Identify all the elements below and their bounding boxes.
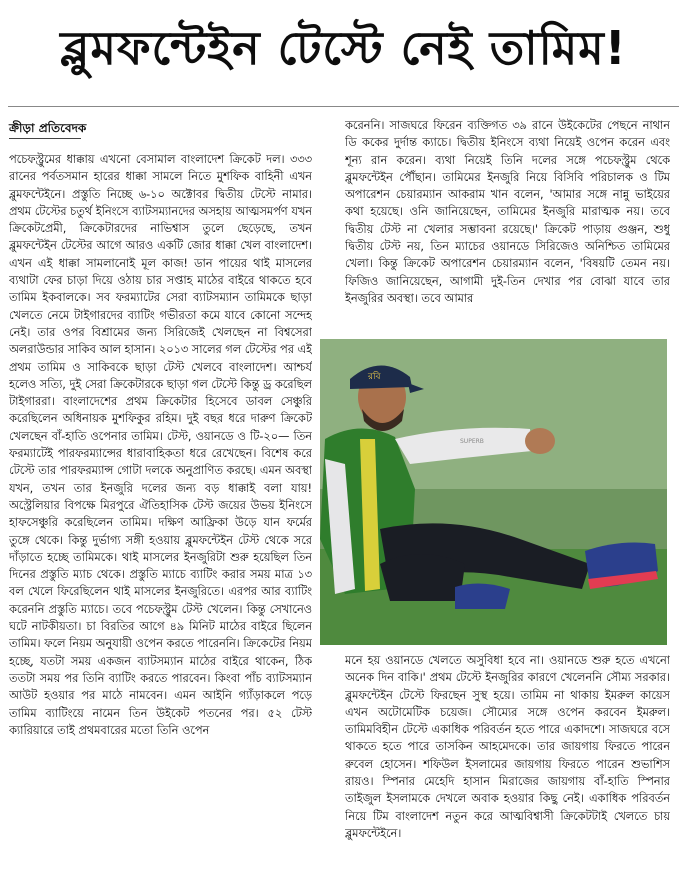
article-paragraph: পচেফস্ট্রুমের ধাক্কায় এখনো বেসামাল বাংলাদেশ ক্রিকেট দল। ৩৩৩ রানের পর্বতসমান হারের ধাক্কা সামলে নিতে মুশফিক বাহিনী এখন ব্লুমফন্টেইনে। প্রস্তুতি নিচ্ছে ৬-১০ অক্টোবর দ্বিতীয় টেস্টে নামার। প্রথম টেস্টের চতুর্থ ইনিংসে ব্যাটসম্যানদের অসহায় আত্মসমর্পণ যখন ক্রিকেটপ্রেমী, ক্রিকেটারদের নাভিশ্বাস তুলে ছেড়েছে, তখন ব্লুমফন্টেইন টেস্টের আগে আরও একটি জোর ধাক্কা খেল বাংলাদেশ। এখন এই ধাক্কা সামলানোই মূল কাজ! ডান পায়ের থাই মাসলের ব্যথাটা ফের চাড়া দিয়ে ওঠায় চার সপ্তাহ মাঠের বাইরে থাকতে হবে তামিম ইকবালকে। সব ফরম্যাটের সেরা ব্যাটসম্যান তামিমকে ছাড়া খেলতে নেমে টাইগারদের ব্যাটিং গভীরতা কমে যাবে কোনো সন্দেহ নেই। তার ওপর বিশ্রামের জন্য সিরিজেই খেলছেন না বিশ্বসেরা অলরাউন্ডার সাকিব আল হাসান। ২০১৩ সালের গল টেস্টের পর এই প্রথম তামিম ও সাকিবকে ছাড়া টেস্ট খেলবে বাংলাদেশ। আশ্চর্য হলেও সত্যি, দুই সেরা ক্রিকেটারকে ছাড়া গল টেস্টে কিন্তু ড্র করেছিল টাইগাররা। বাংলাদেশের প্রথম ক্রিকেটার হিসেবে ডাবল সেঞ্চুরি করেছিলেন অধিনায়ক মুশফিকুর রহিম। দুই বছর ধরে দারুণ ক্রিকেট খেলছেন বাঁ-হাতি ওপেনার তামিম। টেস্ট, ওয়ানডে ও টি-২০— তিন ফরম্যাটেই পারফরম্যান্সের ধারাবাহিকতা ধরে রেখেছেন। বিশেষ করে টেস্টে তার পারফরম্যান্স গোটা দলকে অনুপ্রাণিত করছে। এমন অবস্থা যখন, তখন তার ইনজুরি দলের জন্য বড় ধাক্কাই বলা যায়! অস্ট্রেলিয়ার বিপক্ষে মিরপুরে ঐতিহাসিক টেস্ট জয়ের উভয় ইনিংসে হাফসেঞ্চুরি করেছিলেন তামিম। দক্ষিণ আফ্রিকা উড়ে যান ফর্মের তুঙ্গে থেকে। কিন্তু দুর্ভাগ্য সঙ্গী হওয়ায় ব্লুমফন্টেইন টেস্ট থেকে সরে দাঁড়াতে হচ্ছে তামিমকে। থাই মাসলের ইনজুরিটা শুরু হয়েছিল তিন দিনের প্রস্তুতি ম্যাচ থেকে। প্রস্তুতি ম্যাচে ব্যাটিং করার সময় মাত্র ১৩ বল খেলে ফিরেছিলেন থাই মাসলের ইনজুরিতে। এরপর আর ব্যাটিং করেননি প্রস্তুতি ম্যাচে। তবে পচেফস্ট্রুম টেস্ট খেলেন। কিন্তু সেখানেও ঘটে নাটকীয়তা। চা বিরতির আগে ৪৯ মিনিট মাঠের বাইরে ছিলেন তামিম। ফলে নিয়ম অনুযায়ী ওপেন করতে পারেননি। ক্রিকেটের নিয়ম হচ্ছে, যতটা সময় একজন ব্যাটসম্যান মাঠের বাইরে থাকেন, ঠিক ততটা সময় পর তিনি ব্যাটিং করতে পারবেন। কিংবা পাঁচ ব্যাটসম্যান আউট হওয়ার পর মাঠে নামবেন। এমন আইনি গ্যাঁড়াকলে পড়ে তামিম ব্যাটিংয়ে নামেন তিন উইকেট পতনের পর। ৫২ টেস্ট ক্যারিয়ারে তাই প্রথমবারের মতো তিনি ওপেন — [9, 153, 312, 737]
sleeve-logo-text: SUPERB — [460, 438, 484, 445]
article-column-1 — [9, 151, 312, 889]
article-paragraph: মনে হয় ওয়ানডে খেলতে অসুবিধা হবে না। ওয়ানডে শুরু হতে এখনো অনেক দিন বাকি।' প্রথম টেস্টে ইনজুরির কারণে খেলেননি সৌম্য সরকার। ব্লুমফন্টেইন টেস্টে ফিরছেন সুস্থ হয়ে। তামিম না থাকায় ইমরুল কায়েস এখন অটোমেটিক চয়েজ। সৌম্যের সঙ্গে ওপেন করবেন ইমরুল। তামিমবিহীন টেস্টে একাধিক পরিবর্তন হতে পারে একাদশে। সাজঘরে বসে থাকতে হতে পারে তাসকিন আহমেদকে। তার জায়গায় ফিরতে পারেন রুবেল হোসেন। শফিউল ইসলামের জায়গায় ফিরতে পারেন শুভাশিস রায়ও। স্পিনার মেহেদি হাসান মিরাজের জায়গায় বাঁ-হাতি স্পিনার তাইজুল ইসলামকে দেখলে অবাক হওয়ার কিছু নেই। একাধিক পরিবর্তন নিয়ে টিম বাংলাদেশ নতুন করে আত্মবিশ্বাসী ক্রিকেটটাই খেলতে চায় ব্লুমফন্টেইনে। — [345, 654, 670, 840]
article-photo — [320, 339, 667, 645]
headline-rule — [8, 106, 679, 107]
article-column-2 — [345, 117, 670, 340]
byline: ক্রীড়া প্রতিবেদক — [9, 121, 87, 135]
byline-underline — [9, 138, 81, 139]
headline: ব্লুমফন্টেইন টেস্টে নেই তামিম! — [60, 21, 627, 75]
article-paragraph: করেননি। সাজঘরে ফিরেন ব্যক্তিগত ৩৯ রানে উইকেটের পেছনে নাথান ডি ককের দুর্দান্ত ক্যাচে। দ্বিতীয় ইনিংসে ব্যথা নিয়েই ওপেন করেন এবং শূন্য রান করেন। ব্যথা নিয়েই তিনি দলের সঙ্গে পচেফস্ট্রুম থেকে ব্লুমফন্টেইন পৌঁছান। তামিমের ইনজুরি নিয়ে বিসিবি পরিচালক ও টিম অপারেশন চেয়ারম্যান আকরাম খান বলেন, 'আমার সঙ্গে নান্নু ভাইয়ের কথা হয়েছে। ওনি জানিয়েছেন, তামিমের ইনজুরি মারাত্মক নয়। তবে দ্বিতীয় টেস্ট না খেলার সম্ভাবনা রয়েছে।' ক্রিকেট পাড়ায় গুঞ্জন, শুধু দ্বিতীয় টেস্ট নয়, তিন ম্যাচের ওয়ানডে সিরিজেও অনিশ্চিত তামিমের খেলা। কিন্তু ক্রিকেট অপারেশন চেয়ারম্যান বলেন, 'বিষয়টি তেমন নয়। ফিজিও জানিয়েছেন, আগামী দুই-তিন দেখার পর বোঝা যাবে তার ইনজুরির অবস্থা। তবে আমার — [345, 119, 670, 305]
cap-logo-text: রবি — [368, 372, 381, 382]
article-column-3 — [345, 652, 670, 890]
